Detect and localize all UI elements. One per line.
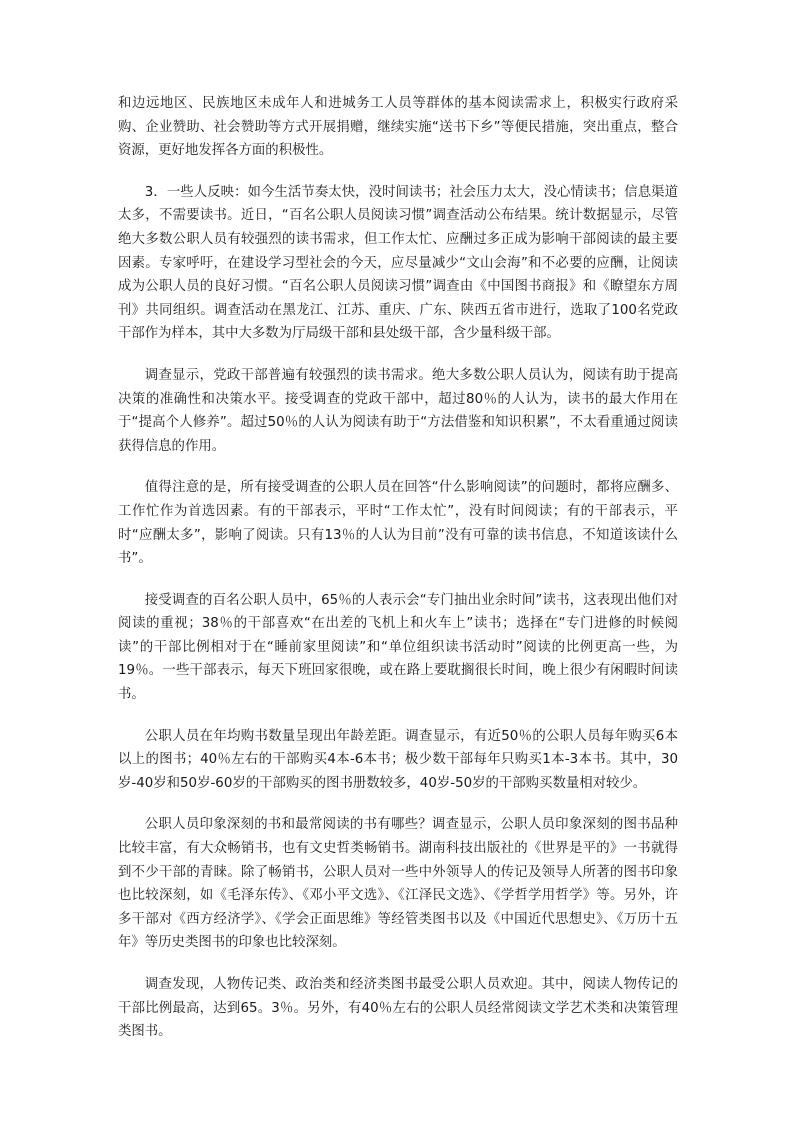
paragraph-popular-genres: 调查发现，人物传记类、政治类和经济类图书最受公职人员欢迎。其中，阅读人物传记的干部比例最高，达到65。3％。另外，有40％左右的公职人员经常阅读文学艺术类和决策管理类图书。 <box>118 977 678 1040</box>
paragraph-book-purchases: 公职人员在年均购书数量呈现出年龄差距。调查显示，有近50％的公职人员每年购买6本以上的图书；40％左右的干部购买4本-6本书；极少数干部每年只购买1本-3本书。其中，30岁-40岁和50岁-60岁的干部购买的图书册数较多，40岁-50岁的干部购买数量相对较少。 <box>118 728 678 791</box>
paragraph-reading-demand: 调查显示，党政干部普遍有较强烈的读书需求。绝大多数公职人员认为，阅读有助于提高决策的准确性和决策水平。接受调查的党政干部中，超过80％的人认为，读书的最大作用在于“提高个人修养”。超过50％的人认为阅读有助于“方法借鉴和知识积累”，不太看重通过阅读获得信息的作用。 <box>118 367 678 454</box>
paragraph-item-3-intro: 3．一些人反映：如今生活节奏太快，没时间读书；社会压力太大，没心情读书；信息渠道太多，不需要读书。近日，“百名公职人员阅读习惯”调查活动公布结果。统计数据显示，尽管绝大多数公职人员有较强烈的读书需求，但工作太忙、应酬过多正成为影响干部阅读的最主要因素。专家呼吁，在建设学习型社会的今天，应尽量减少“文山会海”和不必要的应酬，让阅读成为公职人员的良好习惯。“百名公职人员阅读习惯”调查由《中国图书商报》和《瞭望东方周刊》共同组织。调查活动在黑龙江、江苏、重庆、广东、陕西五省市进行，选取了100名党政干部作为样本，其中大多数为厅局级干部和县处级干部，含少量科级干部。 <box>118 184 678 342</box>
paragraph-memorable-books: 公职人员印象深刻的书和最常阅读的书有哪些？调查显示，公职人员印象深刻的图书品种比较丰富，有大众畅销书，也有文史哲类畅销书。湖南科技出版社的《世界是平的》一书就得到不少干部的青睐。除了畅销书，公职人员对一些中外领导人的传记及领导人所著的图书印象也比较深刻，如《毛泽东传》、《邓小平文选》、《江泽民文选》、《学哲学用哲学》等。另外，许多干部对《西方经济学》、《学会正面思维》等经管类图书以及《中国近代思想史》、《万历十五年》等历史类图书的印象也比较深刻。 <box>118 817 678 951</box>
document-page <box>118 92 678 1062</box>
paragraph-continuation: 和边远地区、民族地区未成年人和进城务工人员等群体的基本阅读需求上，积极实行政府采购、企业赞助、社会赞助等方式开展捐赠，继续实施“送书下乡”等便民措施，突出重点，整合资源，更好地发挥各方面的积极性。 <box>118 96 678 159</box>
paragraph-reading-time: 接受调查的百名公职人员中，65％的人表示会“专门抽出业余时间”读书，这表现出他们对阅读的重视；38％的干部喜欢“在出差的飞机上和火车上”读书；选择在“专门进修的时候阅读”的干部比例相对于在“睡前家里阅读”和“单位组织读书活动时”阅读的比例更高一些，为19％。一些干部表示，每天下班回家很晚，或在路上要耽搁很长时间，晚上很少有闲暇时间读书。 <box>118 592 678 703</box>
paragraph-reading-obstacles: 值得注意的是，所有接受调查的公职人员在回答“什么影响阅读”的问题时，都将应酬多、工作忙作为首选因素。有的干部表示，平时“工作太忙”，没有时间阅读；有的干部表示，平时“应酬太多”，影响了阅读。只有13％的人认为目前”没有可靠的读书信息，不知道该读什么书”。 <box>118 480 678 567</box>
